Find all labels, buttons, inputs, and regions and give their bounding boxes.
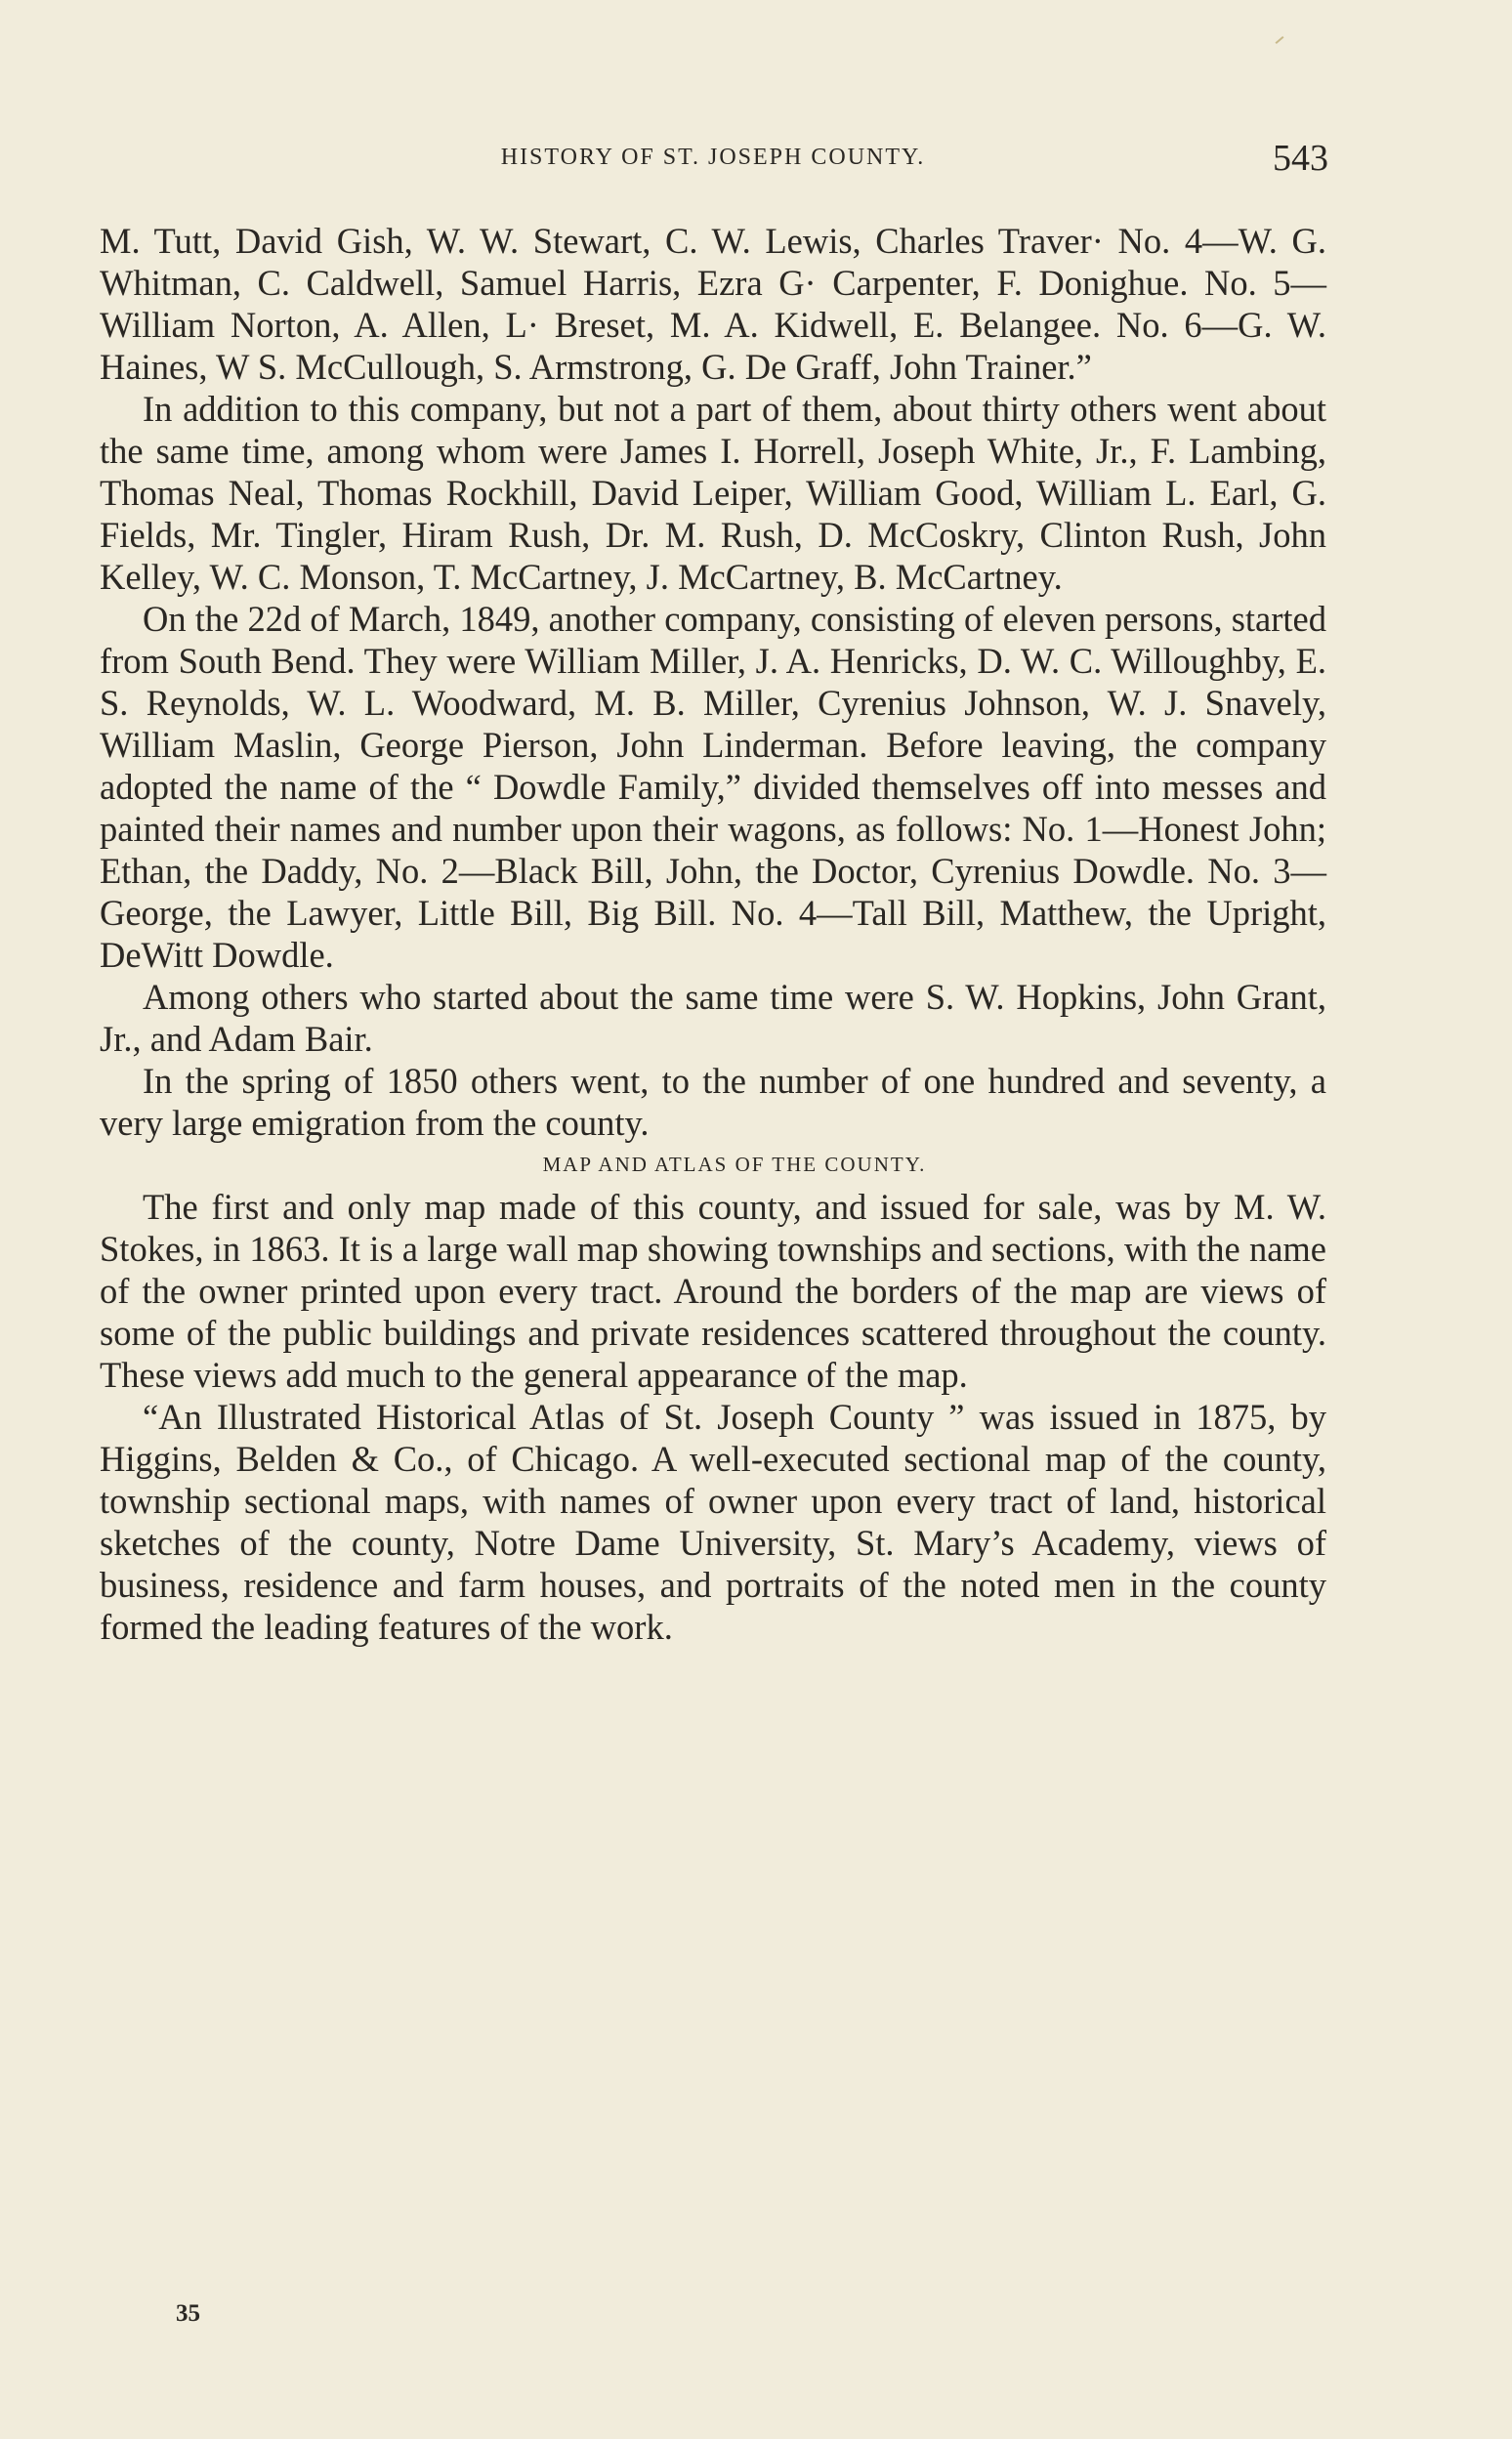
margin-tick-mark	[1276, 36, 1284, 44]
page-number: 543	[1273, 138, 1328, 179]
paragraph-5: In the spring of 1850 others went, to the number of one hundred and seventy, a very large emigration from the county.	[100, 1061, 1326, 1143]
paragraph-1: M. Tutt, David Gish, W. W. Stewart, C. W. Lewis, Charles Traver· No. 4—W. G. Whitman, C. Caldwell, Samuel Harris, Ezra G· Carpenter, F. Donighue. No. 5—William Norton, A. Allen, L· Breset, M. A. Kidwell, E. Belangee. No. 6—G. W. Haines, W S. McCullough, S. Armstrong, G. De Graff, John Trainer.”	[100, 221, 1326, 387]
signature-mark: 35	[176, 2300, 200, 2327]
paragraph-3: On the 22d of March, 1849, another company, consisting of eleven persons, started from South Bend. They were William Miller, J. A. Henricks, D. W. C. Willoughby, E. S. Reynolds, W. L. Woodward, M. B. Miller, Cyrenius Johnson, W. J. Snavely, William Maslin, George Pierson, John Linderman. Before leaving, the company adopted the name of the “ Dowdle Family,” divided themselves off into messes and painted their names and number upon their wagons, as follows: No. 1—Honest John; Ethan, the Daddy, No. 2—Black Bill, John, the Doctor, Cyrenius Dowdle. No. 3—George, the Lawyer, Little Bill, Big Bill. No. 4—Tall Bill, Matthew, the Upright, DeWitt Dowdle.	[100, 599, 1326, 975]
body-text	[100, 220, 1326, 1648]
paragraph-6: The first and only map made of this county, and issued for sale, was by M. W. Stokes, in 1863. It is a large wall map showing townships and sections, with the name of the owner printed upon every tract. Around the borders of the map are views of some of the public buildings and private residences scattered throughout the county. These views add much to the general appearance of the map.	[100, 1187, 1326, 1395]
section-heading: MAP AND ATLAS OF THE COUNTY.	[542, 1153, 927, 1176]
paragraph-7: “An Illustrated Historical Atlas of St. Joseph County ” was issued in 1875, by Higgins, Belden & Co., of Chicago. A well-executed sectional map of the county, township sectional maps, with names of owner upon every tract of land, historical sketches of the county, Notre Dame University, St. Mary’s Academy, views of business, residence and farm houses, and portraits of the noted men in the county formed the leading features of the work.	[100, 1397, 1326, 1647]
paragraph-2: In addition to this company, but not a part of them, about thirty others went about the same time, among whom were James I. Horrell, Joseph White, Jr., F. Lambing, Thomas Neal, Thomas Rockhill, David Leiper, William Good, William L. Earl, G. Fields, Mr. Tingler, Hiram Rush, Dr. M. Rush, D. McCoskry, Clinton Rush, John Kelley, W. C. Monson, T. McCartney, J. McCartney, B. McCartney.	[100, 389, 1326, 597]
running-title: HISTORY OF ST. JOSEPH COUNTY.	[500, 145, 926, 170]
running-head	[98, 137, 1328, 186]
paragraph-4: Among others who started about the same time were S. W. Hopkins, John Grant, Jr., and Adam Bair.	[100, 977, 1326, 1059]
